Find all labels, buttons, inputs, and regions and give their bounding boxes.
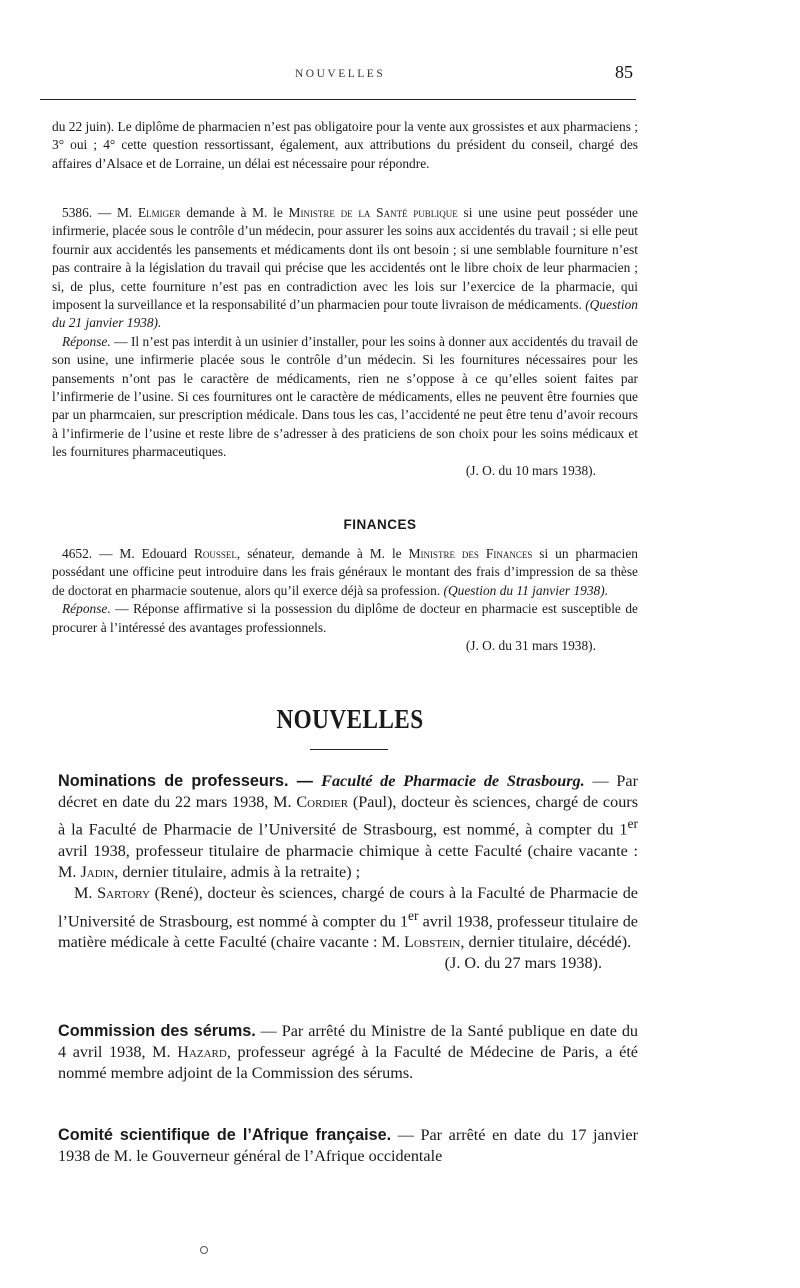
question-5386 <box>52 204 638 480</box>
question-4652-body: si un pharmacien possédant une officine peut introduire dans les frais généraux le montant des frais d’impression de sa thèse de doctorat en pharmacie soutenue, alors qu’il exerce déjà sa profession. <box>52 546 638 598</box>
question-4652-ref: (Question du 11 janvier 1938). <box>443 582 609 598</box>
question-5386-ref: (Question du 21 janvier 1938). <box>52 297 638 331</box>
comite-heading: Comité scientifique de l’Afrique française. <box>58 1126 392 1144</box>
nominations-text-c: avril 1938, professeur titulaire de pharmacie chimique à cette Faculté (chaire vacante : M. <box>58 842 638 882</box>
nominations-text-g: avril 1938, professeur titulaire de matière médicale à cette Faculté (chaire vacante : M. <box>58 912 638 952</box>
reponse-label: Réponse. <box>62 333 111 349</box>
section-heading-finances: FINANCES <box>343 517 417 532</box>
commission-text-a: — Par arrêté du Ministre de la Santé publique en date du 4 avril 1938, M. <box>58 1022 639 1062</box>
nominations-text-d: , dernier titulaire, admis à la retraite) ; <box>114 863 361 882</box>
source-reference: (J. O. du 10 mars 1938). <box>465 462 596 478</box>
nominations-paragraph-2 <box>58 883 638 953</box>
reponse-5386 <box>52 333 638 462</box>
reponse-4652-text: — Réponse affirmative si la possession du diplôme de docteur en pharmacie est susceptible de procurer à l’intéressé des avantages professionnels. <box>52 601 638 635</box>
source-reference: (J. O. du 31 mars 1938). <box>465 638 596 654</box>
reponse-4652 <box>52 600 638 637</box>
minister-title: Ministre des Finances <box>408 546 533 561</box>
faculty-name: Faculté de Pharmacie de Strasbourg. <box>321 772 585 790</box>
person-name: Cordier <box>296 793 349 812</box>
question-5386-body: si une usine peut posséder une infirmerie, placée sous le contrôle d’un médecin, pour assurer les soins aux accidentés du travail ; si elle peut fournir aux accidentés les pansements et médicaments dont ils ont besoin ; si une semblable fourniture n’est pas contraire à la législation du travail qui précise que les accidentés ont le libre choix de leur pharmacien ; si, de plus, cette fourniture n’est pas en contradiction avec les lois sur l’exercice de la pharmacie, qui imposent la surveillance et la responsabilité d’un pharmacien pour toute livraison de médicaments. <box>52 205 638 313</box>
nominations-text-a: — Par décret en date du 22 mars 1938, M. <box>58 772 639 812</box>
commission-block <box>58 1021 638 1085</box>
nominations-heading: Nominations de professeurs. <box>58 772 289 790</box>
commission-text-b: , professeur agrégé à la Faculté de Médecine de Paris, a été nommé membre adjoint de la Commission des sérums. <box>58 1043 638 1083</box>
question-5386-asks: demande à M. le <box>180 205 289 220</box>
reponse-label: Réponse. <box>62 601 111 617</box>
nominations-block <box>58 771 638 975</box>
person-name: Lobstein <box>404 933 461 952</box>
section-title-nouvelles: NOUVELLES <box>276 704 424 734</box>
question-4652 <box>52 545 638 655</box>
question-5386-lead: 5386. — M. <box>62 205 138 220</box>
previous-answer-continuation <box>52 118 638 173</box>
question-5386-text <box>52 204 638 333</box>
question-4652-asks: , sénateur, demande à M. le <box>236 546 409 561</box>
comite-text: — Par arrêté en date du 17 janvier 1938 de M. le Gouverneur général de l’Afrique occidentale <box>58 1126 638 1166</box>
previous-answer-text: du 22 juin). Le diplôme de pharmacien n’est pas obligatoire pour la vente aux grossistes et aux pharmaciens ; 3° oui ; 4° cette question ressortissant, également, aux attributions du président du conseil, chargé des affaires d’Alsace et de Lorraine, un délai est nécessaire pour répondre. <box>52 119 638 171</box>
question-4652-text <box>52 545 638 600</box>
print-speck <box>200 1246 208 1254</box>
question-4652-lead: 4652. — M. Edouard <box>62 546 194 561</box>
deputy-name: Elmiger <box>137 205 181 220</box>
nominations-text-f: (René), docteur ès sciences, chargé de cours à la Faculté de Pharmacie de l’Université de Strasbourg, est nommé à compter du 1 <box>58 884 638 930</box>
page-number: 85 <box>615 62 633 82</box>
senator-name: Roussel <box>193 546 237 561</box>
nominations-text-e: M. <box>74 884 98 903</box>
person-name: Jadin <box>80 863 115 882</box>
person-name: Hazard <box>177 1043 227 1062</box>
nominations-paragraph <box>58 771 638 883</box>
commission-heading: Commission des sérums. <box>58 1022 256 1040</box>
person-name: Sartory <box>97 884 150 903</box>
header-rule <box>40 99 636 100</box>
commission-paragraph <box>58 1021 638 1085</box>
comite-block <box>58 1125 638 1167</box>
title-rule <box>310 749 388 750</box>
running-head: NOUVELLES <box>295 68 386 80</box>
heading-dash: — <box>288 772 322 790</box>
source-reference: (J. O. du 27 mars 1938). <box>444 954 602 973</box>
superscript: er <box>627 816 638 832</box>
minister-title: Ministre de la Santé publique <box>288 205 458 220</box>
comite-paragraph <box>58 1125 638 1167</box>
nominations-text-h: , dernier titulaire, décédé). <box>460 933 632 952</box>
nominations-text-b: (Paul), docteur ès sciences, chargé de cours à la Faculté de Pharmacie de l’Université de Strasbourg, est nommé, à compter du 1 <box>58 793 638 839</box>
superscript: er <box>408 907 419 923</box>
reponse-5386-text: — Il n’est pas interdit à un usinier d’installer, pour les soins à donner aux accidentés du travail de son usine, une infirmerie placée sous le contrôle d’un médecin. Si les fournitures nécessaires pour les pansements n’ont pas le caractère de médicaments, rien ne s’oppose à ce qu’elles soient faites par l’infirmerie de l’usine. Si ces fournitures ont le caractère de médicaments, elles ne peuvent être fournies que par un pharmcaien, sur prescription médicale. Dans tous les cas, l’accidenté ne peut être tenu d’avoir recours à l’infirmerie de l’usine et reste libre de s’adresser à des praticiens de son choix pour les soins médicaux et les fournitures pharmaceutiques. <box>52 333 638 460</box>
